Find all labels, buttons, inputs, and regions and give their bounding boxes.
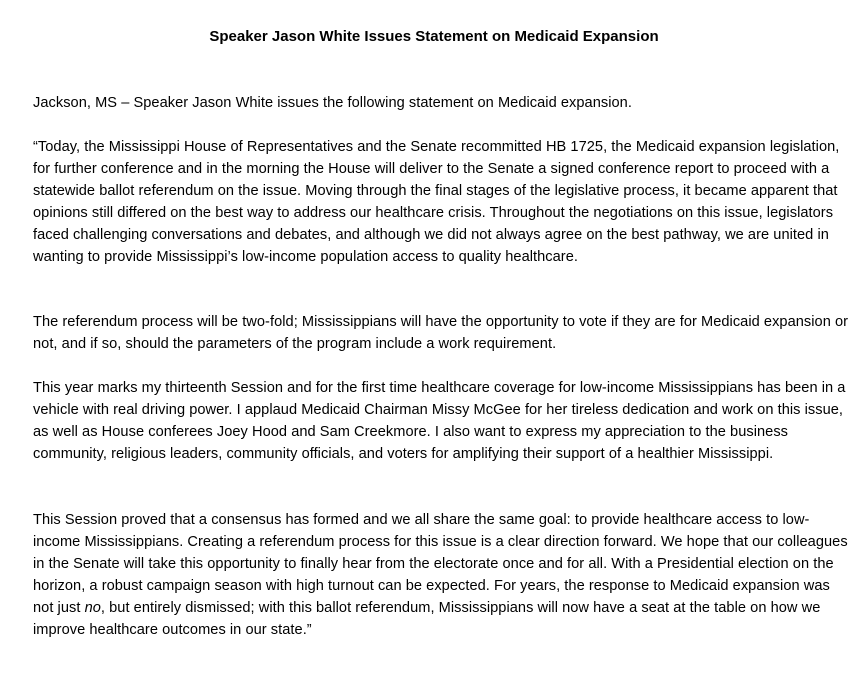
paragraph-text-before-emphasis: This Session proved that a consensus has formed and we all share the same goal: to provide healthcare access to low-income Mississippians. Creating a referendum process for this issue is a clear direction forward. We hope that our colleagues in the Senate will take this opportunity to finally hear from the electorate once and for all. With a Presidential election on the horizon, a robust campaign season with high turnout can be expected. For years, the response to Medicaid expansion was not just bbox=[33, 512, 848, 617]
statement-paragraph-1: “Today, the Mississippi House of Representatives and the Senate recommitted HB 1725, the Medicaid expansion legislation, for further conference and in the morning the House will deliver to the Senate a signed conference report to proceed with a statewide ballot referendum on the issue. Moving through the final stages of the legislative process, it became apparent that opinions still differed on the best way to address our healthcare crisis. Throughout the negotiations on this issue, legislators faced challenging conversations and debates, and although we did not always agree on the best pathway, we are united in wanting to provide Mississippi’s low-income population access to quality healthcare. bbox=[33, 139, 840, 266]
statement-paragraph-2: The referendum process will be two-fold; Mississippians will have the opportunity to vote if they are for Medicaid expansion or not, and if so, should the parameters of the program include a work requirement. bbox=[33, 314, 849, 353]
dateline-paragraph: Jackson, MS – Speaker Jason White issues the following statement on Medicaid expansion. bbox=[33, 95, 632, 111]
emphasis-text: no bbox=[84, 600, 101, 617]
document-title: Speaker Jason White Issues Statement on Medicaid Expansion bbox=[209, 28, 659, 45]
paragraph-text-after-emphasis: , but entirely dismissed; with this ballot referendum, Mississippians will now have a seat at the table on how we improve healthcare outcomes in our state.” bbox=[33, 600, 821, 639]
statement-paragraph-3: This year marks my thirteenth Session and for the first time healthcare coverage for low-income Mississippians has been in a vehicle with real driving power. I applaud Medicaid Chairman Missy McGee for her tireless dedication and work on this issue, as well as House conferees Joey Hood and Sam Creekmore. I also want to express my appreciation to the business community, religious leaders, community officials, and voters for amplifying their support of a healthier Mississippi. bbox=[33, 380, 846, 463]
statement-paragraph-4 bbox=[33, 509, 851, 642]
